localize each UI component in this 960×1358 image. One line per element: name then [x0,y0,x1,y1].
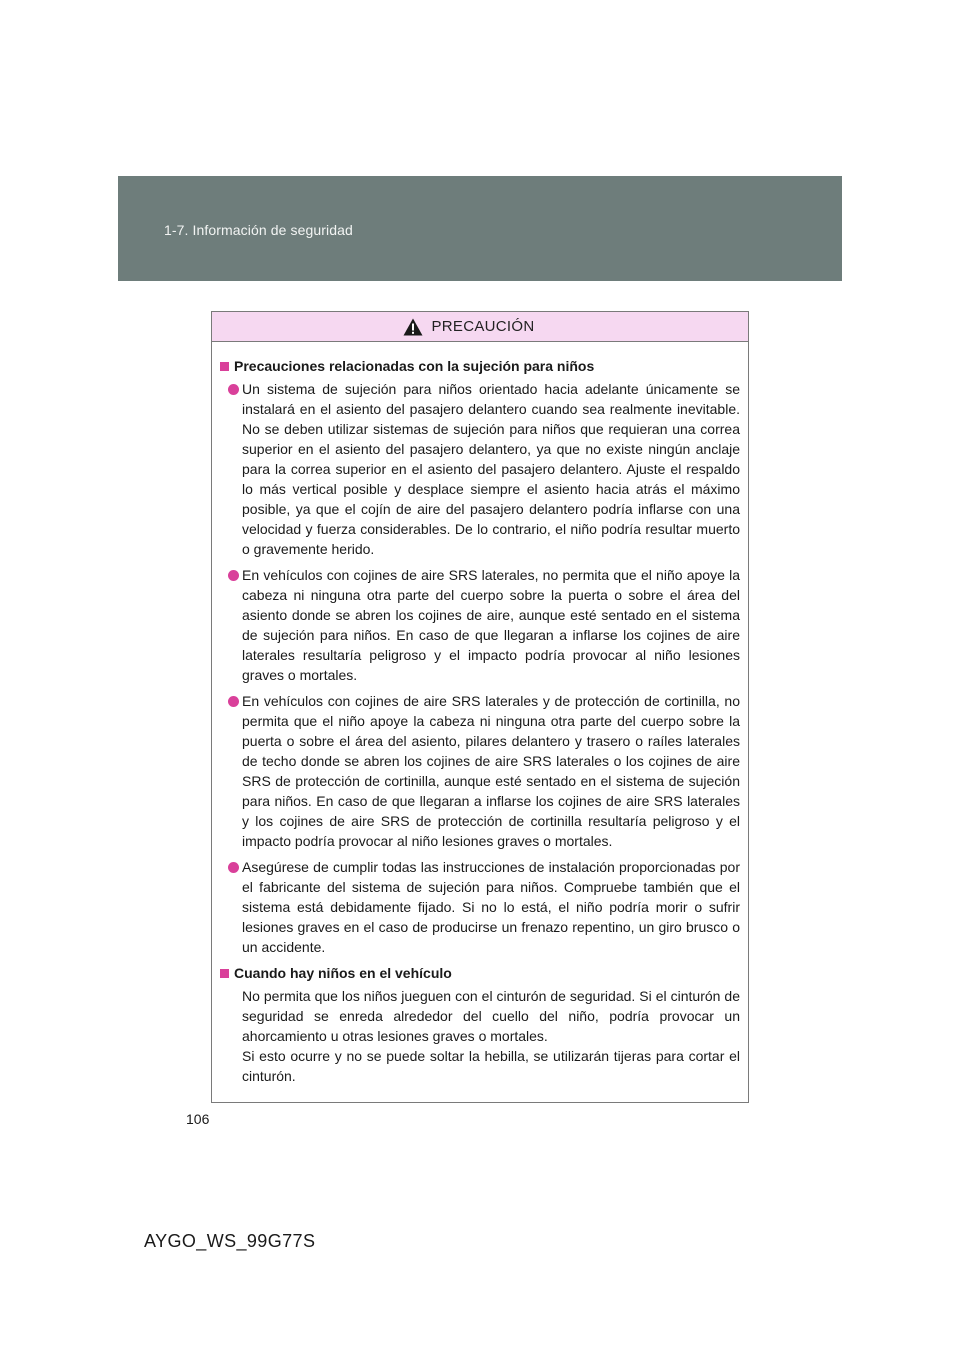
circle-bullet-icon [228,384,239,395]
list-item [220,691,740,851]
list-item-text: En vehículos con cojines de aire SRS laterales y de protección de cortinilla, no permita que el niño apoye la cabeza ni ninguna otra parte del cuerpo sobre la puerta o sobre el área del asiento, pilares delantero y trasero o raíles laterales de techo donde se abren los cojines de aire SRS laterales o los cojines de aire SRS de protección de cortinilla, aunque esté sentado en el sistema de sujeción para niños. En caso de que llegaran a inflarse los cojines de aire SRS laterales y los cojines de aire SRS de protección de cortinilla resultaría peligroso y el impacto podría provocar al niño lesiones graves o mortales. [242,693,740,849]
circle-bullet-icon [228,862,239,873]
paragraph: No permita que los niños jueguen con el cinturón de seguridad. Si el cinturón de seguridad se enreda alrededor del cuello del niño, podría provocar un ahorcamiento u otras lesiones graves o mortales. [242,988,740,1044]
list-item-text: Un sistema de sujeción para niños orientado hacia adelante únicamente se instalará en el asiento del pasajero delantero cuando sea realmente inevitable. No se deben utilizar sistemas de sujeción para niños que requieran una correa superior en el asiento del pasajero delantero, ya que no existe ningún anclaje para la correa superior en el asiento del pasajero delantero. Ajuste el respaldo lo más vertical posible y desplace siempre el asiento hacia atrás el máximo posible, ya que el cojín de aire del pasajero delantero podría inflarse con una velocidad y fuerza considerables. De lo contrario, el niño podría resultar muerto o gravemente herido. [242,381,740,557]
square-bullet-icon [220,969,229,978]
section-heading [220,963,740,983]
list-item-text: En vehículos con cojines de aire SRS laterales, no permita que el niño apoye la cabeza ni ninguna otra parte del cuerpo sobre la puerta o sobre el área del asiento donde se abren los cojines de aire, aunque esté sentado en el sistema de sujeción para niños. En caso de que llegaran a inflarse los cojines de aire laterales resultaría peligroso y el impacto podría provocar al niño lesiones graves o mortales. [242,567,740,683]
warning-header [212,312,748,342]
section-heading [220,356,740,376]
list-item [220,857,740,957]
section-title: 1-7. Información de seguridad [164,222,353,238]
warning-box [211,311,749,1103]
list-item [220,565,740,685]
document-code: AYGO_WS_99G77S [144,1231,316,1251]
warning-title: PRECAUCIÓN [431,318,535,335]
header-band [118,176,842,281]
section-paragraphs [220,986,740,1086]
page-number: 106 [186,1111,210,1127]
warning-body [212,342,748,1086]
square-bullet-icon [220,362,229,371]
section-heading-text: Precauciones relacionadas con la sujeción para niños [234,358,595,374]
circle-bullet-icon [228,696,239,707]
paragraph: Si esto ocurre y no se puede soltar la hebilla, se utilizarán tijeras para cortar el cinturón. [242,1048,740,1084]
section-heading-text: Cuando hay niños en el vehículo [234,965,452,981]
list-item-text: Asegúrese de cumplir todas las instrucciones de instalación proporcionadas por el fabricante del sistema de sujeción para niños. Compruebe también que el sistema está debidamente fijado. Si no lo está, el niño podría morir o sufrir lesiones graves en el caso de producirse un frenazo repentino, un giro brusco o un accidente. [242,859,740,955]
warning-triangle-icon [403,318,423,336]
circle-bullet-icon [228,570,239,581]
list-item [220,379,740,559]
